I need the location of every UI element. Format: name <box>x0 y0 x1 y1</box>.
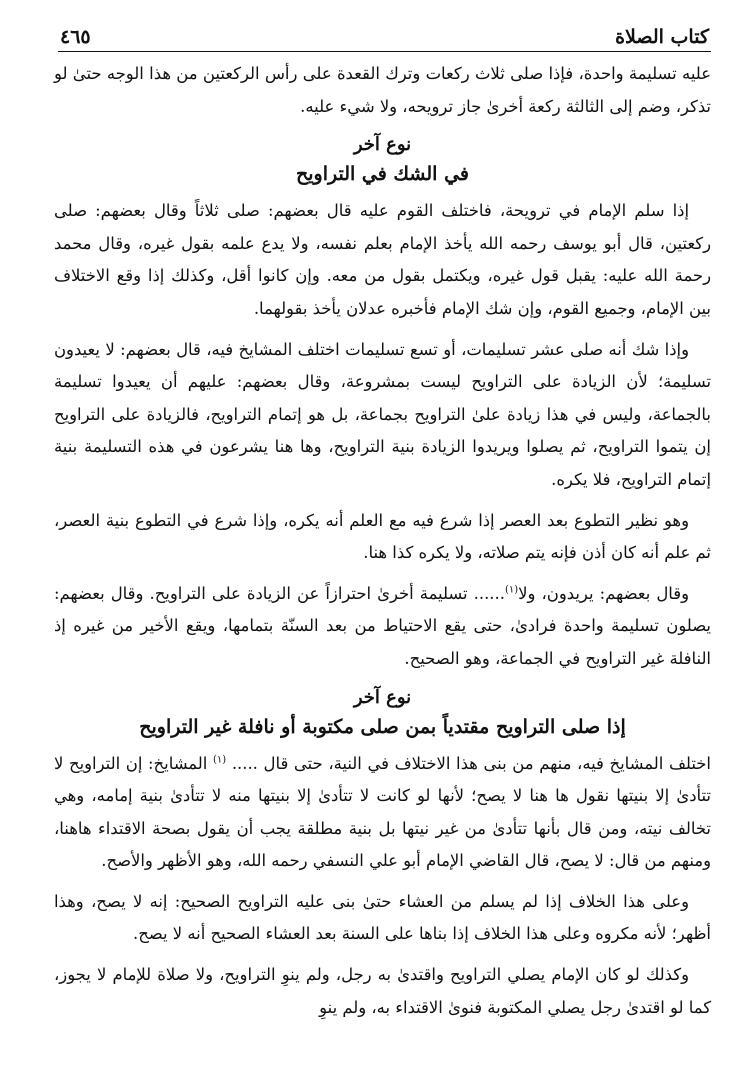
header-rule <box>58 51 711 52</box>
paragraph-continuation: عليه تسليمة واحدة، فإذا صلى ثلاث ركعات وترك القعدة على رأس الركعتين من هذا الوجه حتىٰ لو تذكر، وضم إلى الثالثة ركعة أخرىٰ جاز ترويحه، ولا شيء عليه. <box>54 64 711 116</box>
section-subheading-1: في الشك في التراويح <box>295 163 469 186</box>
paragraph-2: وإذا شك أنه صلى عشر تسليمات، أو تسع تسليمات اختلف المشايخ فيه، قال بعضهم: لا يعيدون تسليمة؛ لأن الزيادة على التراويح ليست بمشروعة، وقال بعضهم: عليهم أن يعيدوا تسليمة بالجماعة، وليس في هذا زيادة علىٰ التراويح بجماعة، بل هو إتمام التراويح، فالزيادة على التراويح إن يتموا التراويح، ثم يصلوا ويريدوا الزيادة بنية التراويح، وها هنا يشرعون في هذه التسليمة بنية إتمام التراويح، فلا يكره. <box>54 339 711 489</box>
paragraph-5-start: اختلف المشايخ فيه، منهم من بنى هذا الاختلاف في النية، حتى قال ..... <box>231 753 711 773</box>
footnote-ref: (١) <box>504 584 519 596</box>
paragraph-5-rest: المشايخ: إن التراويح لا تتأدىٰ إلا بنيتها نقول ها هنا لا يصح؛ لأنها لو كانت لا تتأدىٰ إلا بنيتها منه لا تتأدىٰ بنية إمامه، وهي تخالف نيته، ومن قال بأنها تتأدىٰ من غير نيتها بل بنية مطلقة يجب أن يقول بصحة الاقتداء هاهنا، ومنهم من قال: لا يصح، قال القاضي الإمام أبو علي النسفي رحمه الله، وهو الأظهر والأصح. <box>54 753 711 871</box>
section-subheading-2: إذا صلى التراويح مقتدياً بمن صلى مكتوبة أو نافلة غير التراويح <box>139 715 626 738</box>
paragraph-1: إذا سلم الإمام في ترويحة، فاختلف القوم عليه قال بعضهم: صلى ثلاثاً وقال بعضهم: صلى ركعتين، قال أبو يوسف رحمه الله يأخذ الإمام بعلم نفسه، ولا يدع علمه بقول غيره، وقال محمد رحمة الله عليه: يقبل قول غيره، ويكتمل بقول من معه. وإن كانوا أقل، وكذلك إذا وقع الاختلاف بين الإمام، وجميع القوم، وإن شك الإمام فأخبره عدلان يأخذ بقولهما. <box>54 201 711 318</box>
section-heading-2: نوع آخر <box>353 686 412 708</box>
paragraph-4 <box>54 578 711 676</box>
page-body <box>54 58 711 1032</box>
paragraph-4-rest: ...... تسليمة أخرىٰ احترازاً عن الزيادة على التراويح. وقال بعضهم: يصلون تسليمة واحدة فرادىٰ، حتى يقع الاحتياط من بعد السنّة بتمامها، ويقع الأخير من غيره إذ النافلة غير التراويح في الجماعة، وهو الصحيح. <box>54 583 711 668</box>
page-number: ٤٦٥ <box>60 26 91 48</box>
running-header <box>60 18 709 48</box>
paragraph-5 <box>54 748 711 878</box>
footnote-ref: (١) <box>213 754 227 766</box>
paragraph-4-start: وقال بعضهم: يريدون، ولا <box>518 583 689 603</box>
paragraph-6: وعلى هذا الخلاف إذا لم يسلم من العشاء حتىٰ بنى عليه التراويح الصحيح: إنه لا يصح، وهذا أظهر؛ لأنه مكروه وعلى هذا الخلاف إذا بناها على السنة بعد العشاء الصحيح أنه لا يصح. <box>54 891 711 944</box>
chapter-title: كتاب الصلاة <box>615 26 709 48</box>
section-heading-1: نوع آخر <box>353 134 412 156</box>
paragraph-7: وكذلك لو كان الإمام يصلي التراويح واقتدىٰ به رجل، ولم ينوِ التراويح، ولا صلاة للإمام لا يجوز، كما لو اقتدىٰ رجل يصلي المكتوبة فنوىٰ الاقتداء به، ولم ينوِ <box>54 965 711 1017</box>
paragraph-3: وهو نظير التطوع بعد العصر إذا شرع فيه مع العلم أنه يكره، وإذا شرع في التطوع بنية العصر، ثم علم أنه كان أذن فإنه يتم صلاته، ولا يكره كذا هنا. <box>54 510 711 563</box>
